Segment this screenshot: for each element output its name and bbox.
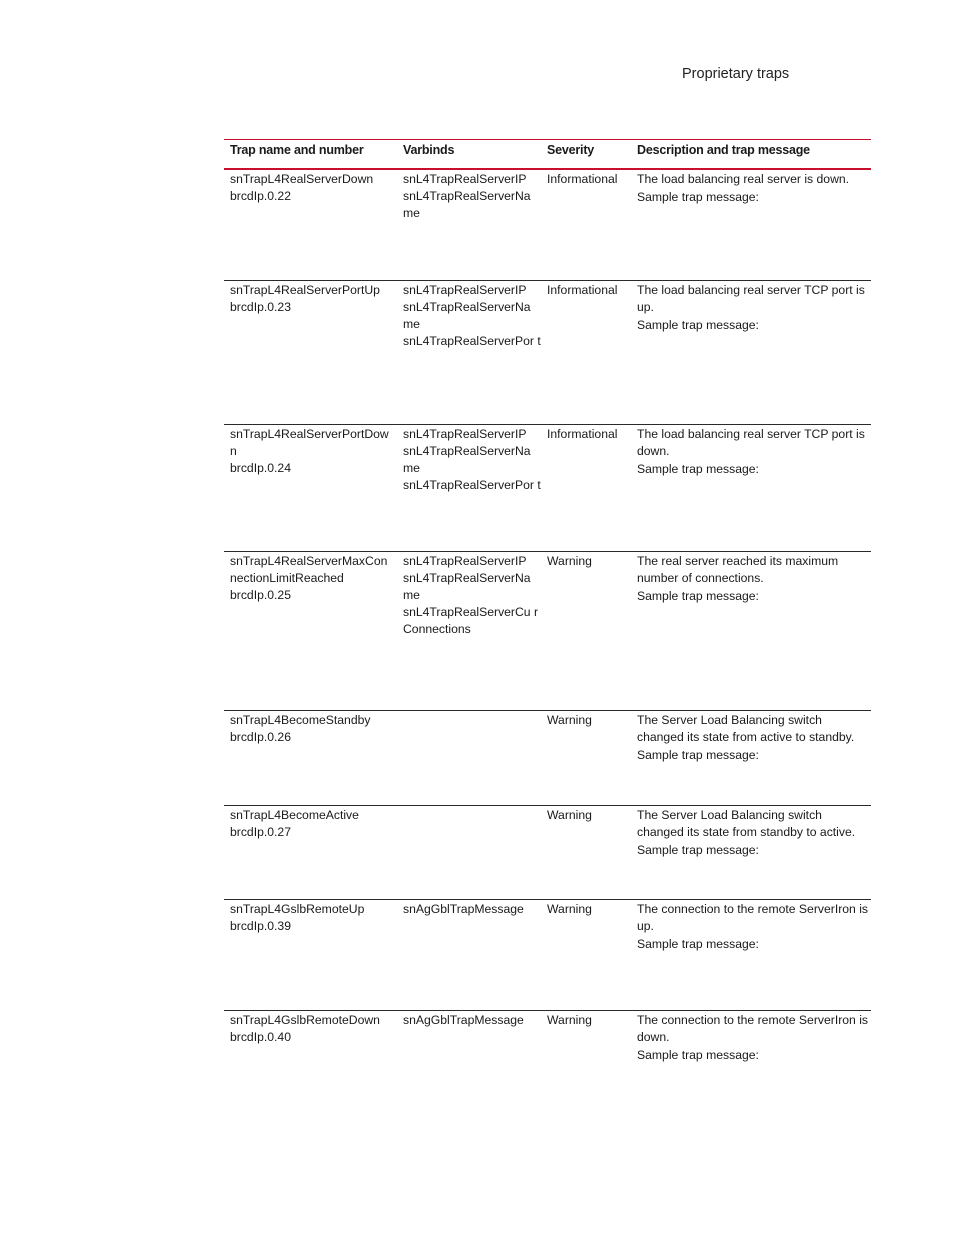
description-cell xyxy=(631,281,871,424)
sample-trap-label: Sample trap message: xyxy=(637,1048,759,1062)
trap-name-cell xyxy=(224,552,397,710)
trap-table xyxy=(224,139,871,1081)
varbind: snL4TrapRealServerNa me xyxy=(403,444,531,475)
varbinds-cell xyxy=(397,806,541,899)
description-text: The real server reached its maximum number of connections. xyxy=(637,554,839,585)
trap-name-cell xyxy=(224,711,397,805)
trap-number: brcdIp.0.23 xyxy=(230,300,291,314)
trap-number: brcdIp.0.40 xyxy=(230,1030,291,1044)
description-text: The Server Load Balancing switch changed its state from standby to active. xyxy=(637,808,856,839)
table-row xyxy=(224,425,871,552)
sample-trap-label: Sample trap message: xyxy=(637,318,759,332)
trap-name: snTrapL4BecomeStandby xyxy=(230,713,371,727)
trap-name-cell xyxy=(224,1011,397,1081)
varbind: snL4TrapRealServerIP xyxy=(403,427,527,441)
sample-trap-label: Sample trap message: xyxy=(637,748,759,762)
varbinds-cell xyxy=(397,711,541,805)
description-text: The connection to the remote ServerIron is up. xyxy=(637,902,869,933)
table-row xyxy=(224,711,871,806)
varbinds-cell xyxy=(397,425,541,551)
sample-trap-label: Sample trap message: xyxy=(637,843,759,857)
varbinds-cell xyxy=(397,900,541,1010)
trap-name-cell xyxy=(224,281,397,424)
table-row xyxy=(224,170,871,281)
varbinds-cell xyxy=(397,1011,541,1081)
table-row xyxy=(224,806,871,900)
sample-trap-label: Sample trap message: xyxy=(637,462,759,476)
varbind: snL4TrapRealServerNa me xyxy=(403,571,531,602)
description-cell xyxy=(631,1011,871,1081)
varbind: snL4TrapRealServerIP xyxy=(403,283,527,297)
trap-name-cell xyxy=(224,806,397,899)
severity-cell: Informational xyxy=(547,283,618,297)
description-cell xyxy=(631,552,871,710)
severity-cell: Warning xyxy=(547,1013,592,1027)
trap-name: snTrapL4GslbRemoteUp xyxy=(230,902,365,916)
varbind: snL4TrapRealServerIP xyxy=(403,554,527,568)
description-text: The Server Load Balancing switch changed its state from active to standby. xyxy=(637,713,855,744)
trap-number: brcdIp.0.39 xyxy=(230,919,291,933)
severity-cell: Warning xyxy=(547,554,592,568)
sample-trap-label: Sample trap message: xyxy=(637,190,759,204)
varbinds-cell xyxy=(397,281,541,424)
trap-name: snTrapL4RealServerDown xyxy=(230,172,374,186)
table-header-row xyxy=(224,140,871,170)
description-cell xyxy=(631,900,871,1010)
description-text: The load balancing real server TCP port is down. xyxy=(637,427,865,458)
description-cell xyxy=(631,806,871,899)
varbind: snL4TrapRealServerNa me xyxy=(403,189,531,220)
varbind: snL4TrapRealServerIP xyxy=(403,172,527,186)
severity-cell: Warning xyxy=(547,902,592,916)
trap-number: brcdIp.0.25 xyxy=(230,588,291,602)
column-header-severity: Severity xyxy=(547,143,595,157)
trap-name: snTrapL4BecomeActive xyxy=(230,808,359,822)
description-cell xyxy=(631,170,871,280)
table-row xyxy=(224,552,871,711)
severity-cell: Warning xyxy=(547,713,592,727)
trap-name-cell xyxy=(224,425,397,551)
severity-cell: Informational xyxy=(547,427,618,441)
trap-number: brcdIp.0.24 xyxy=(230,461,291,475)
description-text: The connection to the remote ServerIron is down. xyxy=(637,1013,869,1044)
varbind: snL4TrapRealServerNa me xyxy=(403,300,531,331)
table-row xyxy=(224,900,871,1011)
trap-name: snTrapL4RealServerPortDow n xyxy=(230,427,389,458)
trap-name: snTrapL4RealServerMaxCon nectionLimitReached xyxy=(230,554,388,585)
column-header-trap-name: Trap name and number xyxy=(230,143,364,157)
trap-name: snTrapL4GslbRemoteDown xyxy=(230,1013,380,1027)
varbind: snL4TrapRealServerCu rConnections xyxy=(403,605,539,636)
varbind: snAgGblTrapMessage xyxy=(403,1013,524,1027)
description-text: The load balancing real server TCP port is up. xyxy=(637,283,865,314)
varbind: snL4TrapRealServerPor t xyxy=(403,334,541,348)
severity-cell: Warning xyxy=(547,808,592,822)
trap-number: brcdIp.0.27 xyxy=(230,825,291,839)
description-cell xyxy=(631,425,871,551)
running-header: Proprietary traps xyxy=(682,66,790,82)
sample-trap-label: Sample trap message: xyxy=(637,589,759,603)
column-header-description: Description and trap message xyxy=(637,143,810,157)
trap-number: brcdIp.0.26 xyxy=(230,730,291,744)
table-row xyxy=(224,1011,871,1081)
sample-trap-label: Sample trap message: xyxy=(637,937,759,951)
table-row xyxy=(224,281,871,425)
trap-name-cell xyxy=(224,900,397,1010)
severity-cell: Informational xyxy=(547,172,618,186)
trap-name: snTrapL4RealServerPortUp xyxy=(230,283,380,297)
varbinds-cell xyxy=(397,552,541,710)
description-cell xyxy=(631,711,871,805)
column-header-varbinds: Varbinds xyxy=(403,143,455,157)
trap-number: brcdIp.0.22 xyxy=(230,189,291,203)
description-text: The load balancing real server is down. xyxy=(637,172,850,186)
varbinds-cell xyxy=(397,170,541,280)
varbind: snL4TrapRealServerPor t xyxy=(403,478,541,492)
trap-name-cell xyxy=(224,170,397,280)
varbind: snAgGblTrapMessage xyxy=(403,902,524,916)
